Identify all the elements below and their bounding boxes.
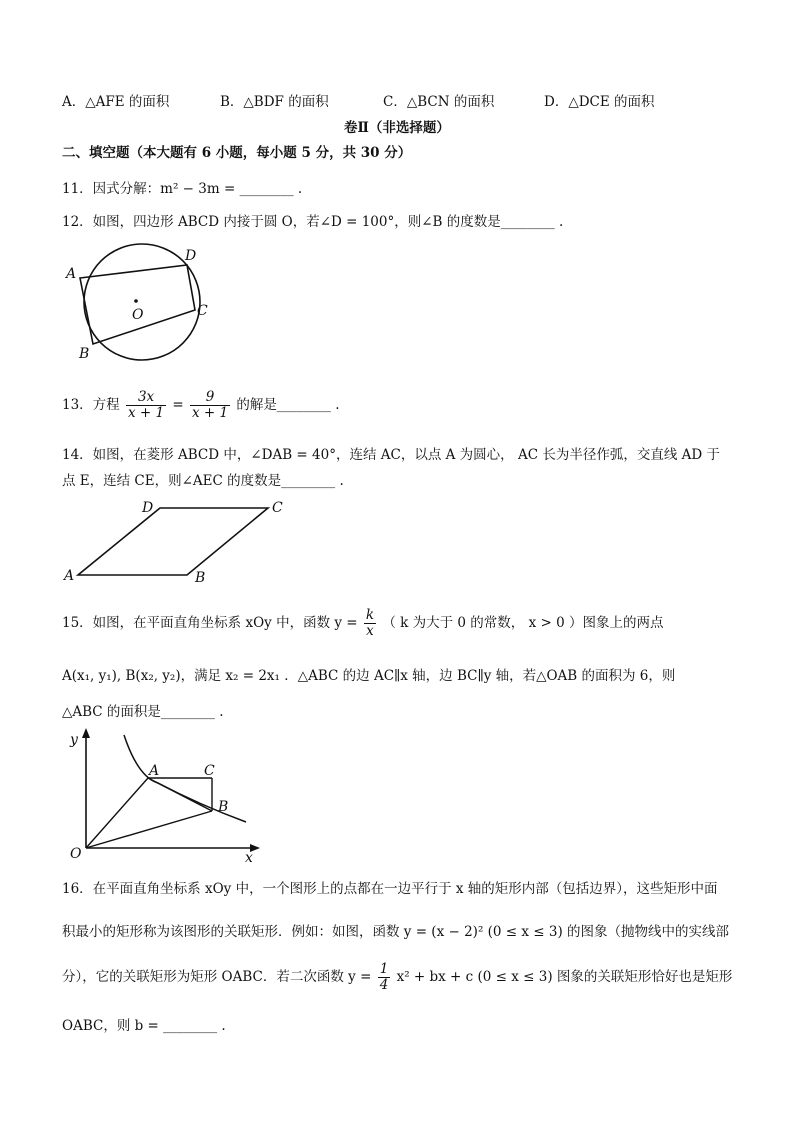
- option-d: D．△DCE 的面积: [544, 94, 655, 110]
- question-15-line-1: [62, 608, 664, 639]
- q16-fraction: [378, 962, 391, 993]
- q13-lhs-numerator: 3x: [126, 390, 166, 406]
- label-a: A: [149, 763, 160, 779]
- question-16-line-2: 积最小的矩形称为该图形的关联矩形．例如：如图，函数 y = (x − 2)² (0 ≤ x ≤ 3) 的图象（抛物线中的实线部: [62, 924, 730, 940]
- q15-prefix: 15．如图，在平面直角坐标系 xOy 中，函数 y =: [62, 615, 358, 631]
- option-b: B．△BDF 的面积: [220, 94, 329, 110]
- q15-numerator: k: [365, 607, 375, 623]
- label-o: O: [132, 307, 144, 323]
- question-15-line-3: △ABC 的面积是________ .: [62, 704, 224, 720]
- label-a: A: [66, 266, 77, 282]
- label-d: D: [142, 500, 154, 516]
- label-o: O: [70, 846, 82, 862]
- label-c: C: [197, 303, 208, 319]
- question-14-line-2: 点 E，连结 CE，则∠AEC 的度数是________ .: [62, 473, 344, 489]
- question-16-line-4: OABC，则 b = ________ .: [62, 1018, 226, 1034]
- center-point: [134, 299, 138, 303]
- label-y: y: [70, 732, 78, 748]
- label-b: B: [218, 799, 229, 815]
- q15-denominator: x: [366, 623, 374, 639]
- circle-o: [84, 244, 200, 360]
- option-c: C．△BCN 的面积: [383, 94, 495, 110]
- question-16-line-3: [62, 962, 732, 993]
- label-a: A: [64, 568, 75, 584]
- q13-lhs-denominator: x + 1: [127, 405, 165, 421]
- q13-rhs-fraction: [190, 390, 230, 421]
- question-15-line-2: A(x₁, y₁), B(x₂, y₂)，满足 x₂ = 2x₁ ．△ABC 的边 AC∥x 轴，边 BC∥y 轴，若△OAB 的面积为 6，则: [62, 668, 676, 684]
- label-b: B: [195, 570, 206, 586]
- q13-prefix: 13．方程: [62, 397, 120, 413]
- q16-numerator: 1: [379, 961, 389, 977]
- q16-line3-prefix: 分），它的关联矩形为矩形 OABC．若二次函数 y =: [62, 969, 372, 985]
- option-a: A．△AFE 的面积: [62, 94, 170, 110]
- segment-ob: [86, 811, 212, 848]
- q15-suffix: （ k 为大于 0 的常数， x > 0 ）图象上的两点: [382, 615, 664, 631]
- label-c: C: [272, 500, 283, 516]
- segment-oa: [86, 778, 148, 848]
- figure-12-circle-quadrilateral: [60, 240, 220, 365]
- q13-rhs-numerator: 9: [190, 390, 230, 406]
- q13-lhs-fraction: [126, 390, 166, 421]
- quadrilateral-abcd: [80, 265, 195, 344]
- label-c: C: [204, 763, 215, 779]
- question-12: 12．如图，四边形 ABCD 内接于圆 O，若∠D = 100°，则∠B 的度数是________ .: [62, 214, 564, 230]
- q15-fraction: [364, 608, 376, 639]
- figure-14-rhombus: [60, 495, 300, 587]
- label-x: x: [245, 850, 253, 865]
- rhombus-abcd: [78, 508, 268, 575]
- question-13: [62, 390, 340, 421]
- label-d: D: [185, 248, 197, 264]
- q16-denominator: 4: [379, 977, 389, 993]
- q16-line3-suffix: x² + bx + c (0 ≤ x ≤ 3) 图象的关联矩形恰好也是矩形: [396, 969, 733, 985]
- question-16-line-1: 16．在平面直角坐标系 xOy 中，一个图形上的点都在一边平行于 x 轴的矩形内部（包括边界），这些矩形中面: [62, 881, 718, 897]
- q13-rhs-denominator: x + 1: [192, 405, 229, 421]
- q13-equals: =: [172, 397, 184, 413]
- figure-15-coordinate-plane: [60, 725, 270, 865]
- segment-ab: [148, 778, 212, 811]
- label-b: B: [79, 346, 90, 362]
- question-11: 11．因式分解：m² − 3m = ________ .: [62, 181, 303, 197]
- section-title: 二、填空题（本大题有 6 小题，每小题 5 分，共 30 分）: [62, 145, 412, 161]
- question-14-line-1: 14．如图，在菱形 ABCD 中，∠DAB = 40°，连结 AC，以点 A 为圆心， AC 长为半径作弧，交直线 AD 于: [62, 447, 720, 463]
- q13-suffix: 的解是________ .: [236, 397, 340, 413]
- y-axis-arrow: [82, 728, 90, 738]
- volume-title: 卷Ⅱ（非选择题）: [344, 120, 450, 136]
